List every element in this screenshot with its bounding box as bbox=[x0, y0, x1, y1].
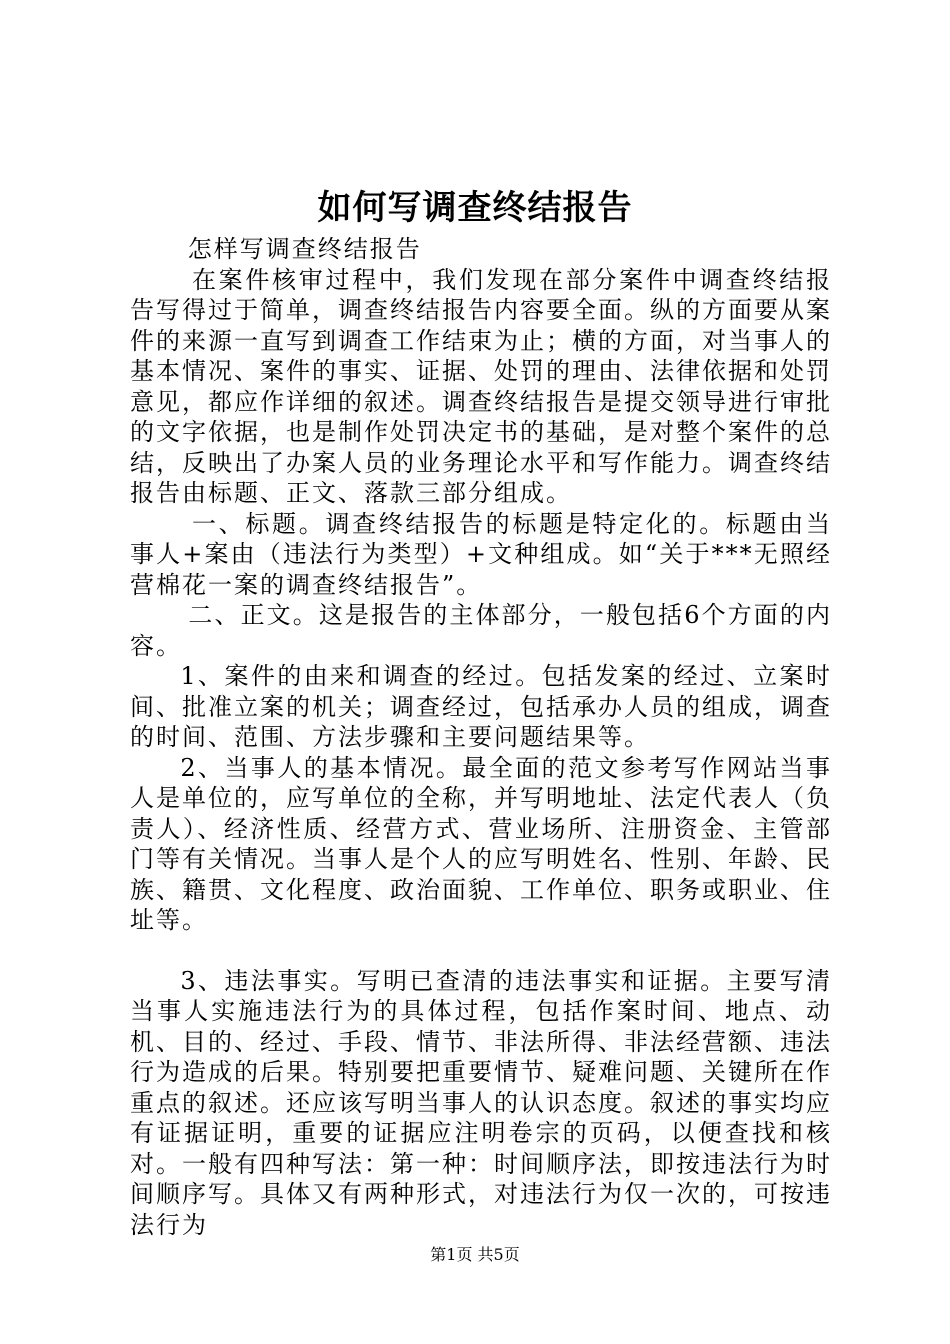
paragraph-item-3: 3、违法事实。写明已查清的违法事实和证据。主要写清当事人实施违法行为的具体过程，包括作案时间、地点、动机、目的、经过、手段、情节、非法所得、非法经营额、违法行为造成的后果。特别要把重要情节、疑难问题、关键所在作重点的叙述。还应该写明当事人的认识态度。叙述的事实均应有证据证明，重要的证据应注明卷宗的页码，以便查找和核对。一般有四种写法：第一种：时间顺序法，即按违法行为时间顺序写。具体又有两种形式，对违法行为仅一次的，可按违法行为 bbox=[130, 966, 832, 1239]
document-title: 如何写调查终结报告 bbox=[317, 188, 633, 228]
paragraph-item-1: 1、案件的由来和调查的经过。包括发案的经过、立案时间、批准立案的机关；调查经过，包括承办人员的组成，调查的时间、范围、方法步骤和主要问题结果等。 bbox=[130, 662, 832, 751]
page-footer: 第1页 共5页 bbox=[430, 1245, 520, 1264]
paragraph-item-2: 2、当事人的基本情况。最全面的范文参考写作网站当事人是单位的，应写单位的全称，并写明地址、法定代表人（负责人）、经济性质、经营方式、营业场所、注册资金、主管部门等有关情况。当事人是个人的应写明姓名、性别、年龄、民族、籍贯、文化程度、政治面貌、工作单位、职务或职业、住址等。 bbox=[130, 753, 832, 934]
paragraph-intro: 在案件核审过程中，我们发现在部分案件中调查终结报告写得过于简单，调查终结报告内容要全面。纵的方面要从案件的来源一直写到调查工作结束为止；横的方面，对当事人的基本情况、案件的事实、证据、处罚的理由、法律依据和处罚意见，都应作详细的叙述。调查终结报告是提交领导进行审批的文字依据，也是制作处罚决定书的基础，是对整个案件的总结，反映出了办案人员的业务理论水平和写作能力。调查终结报告由标题、正文、落款三部分组成。 bbox=[130, 265, 833, 507]
paragraph-heading-title: 一、标题。调查终结报告的标题是特定化的。标题由当事人+案由（违法行为类型）+文种组成。如“关于***无照经营棉花一案的调查终结报告”。 bbox=[130, 509, 833, 599]
paragraph-heading-body: 二、正文。这是报告的主体部分，一般包括6个方面的内容。 bbox=[130, 601, 832, 660]
paragraph-subtitle: 怎样写调查终结报告 bbox=[130, 235, 422, 263]
document-body bbox=[130, 234, 832, 1240]
paragraph-spacer bbox=[130, 936, 832, 966]
